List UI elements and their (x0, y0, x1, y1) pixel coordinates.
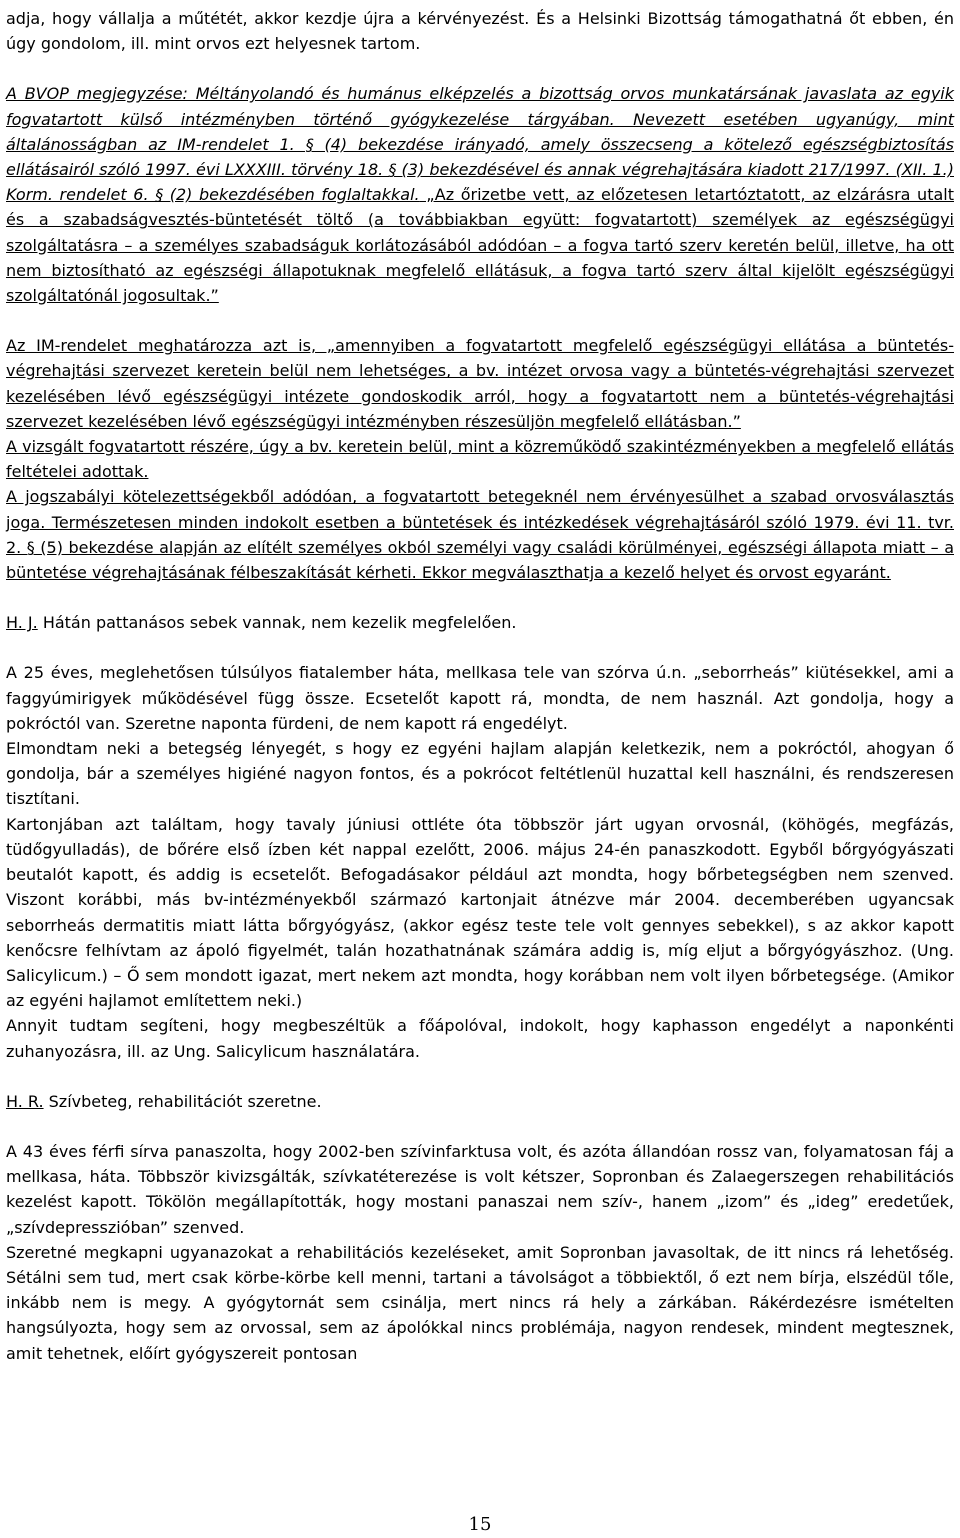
paragraph-spacer (6, 1064, 954, 1089)
paragraph-spacer (6, 308, 954, 333)
jogszabalyi-paragraph: A jogszabályi kötelezettségekből adódóan, a fogvatartott betegeknél nem érvényesülhet a szabad orvosválasztás joga. Természetesen minden indokolt esetben a büntetések és intézkedések végrehajtásáról szóló 1979. évi 11. tvr. 2. § (5) bekezdése alapján az elítélt személyes okból személyi vagy családi körülményei, egészségi állapota miatt – a büntetése végrehajtásának félbeszakítását kérheti. Ekkor megválaszthatja a kezelő helyet és orvost egyaránt. (6, 487, 954, 583)
paragraph-spacer (6, 585, 954, 610)
paragraph-spacer (6, 1114, 954, 1139)
case-title-hr: Szívbeteg, rehabilitációt szeretne. (43, 1091, 322, 1111)
bvop-comment-italic: A BVOP megjegyzése: Méltányolandó és humánus elképzelés a bizottság orvos munkatársának javaslata az egyik fogvatartott külső intézményben történő gyógykezelése tárgyában. Nevezett esetében ugyanúgy, mint általánosságban az IM-rendelet 1. § (4) bekezdése irányadó, amely összecseng a kötelező egészségbiztosítás ellátásairól szóló 1997. évi LXXXIII. törvény 18. § (3) bekezdésével és annak végrehajtására kiadott 217/1997. (XII. 1.) Korm. rendelet 6. § (2) bekezdésében foglaltakkal. (6, 84, 954, 205)
case-initials-hj: H. J. (6, 613, 38, 633)
case-title-hj: Hátán pattanásos sebek vannak, nem kezelik megfelelően. (37, 613, 517, 633)
im-rendelet-paragraph: Az IM-rendelet meghatározza azt is, „amennyiben a fogvatartott megfelelő egészségügyi ellátása a büntetés-végrehajtási szervezet keretein belül nem lehetséges, a bv. intézet orvosa vagy a büntetés-végrehajtási szervezet kezelésében lévő egészségügyi intézete gondoskodik arról, hogy a fogvatartott nem a büntetés-végrehajtási szervezet kezelésében lévő egészségügyi intézményben részesüljön megfelelő ellátásban.” (6, 336, 954, 431)
case-hj-paragraph-2: Elmondtam neki a betegség lényegét, s hogy ez egyéni hajlam alapján keletkezik, nem a pokróctól, ahogyan ő gondolja, bár a személyes higiéné nagyon fontos, és a pokrócot feltétlenül huzattal kell használni, és rendszeresen tisztítani. (6, 739, 954, 809)
page-number: 15 (468, 1514, 492, 1535)
case-initials-hr: H. R. (6, 1091, 44, 1111)
bvop-comment (6, 81, 954, 308)
paragraph-continuation: adja, hogy vállalja a műtétét, akkor kezdje újra a kérvényezést. És a Helsinki Bizottság támogathatná őt ebben, én úgy gondolom, ill. mint orvos ezt helyesnek tartom. (6, 9, 954, 54)
case-hr-paragraph-2: Szeretné megkapni ugyanazokat a rehabilitációs kezeléseket, amit Sopronban javasoltak, de itt nincs rá lehetőség. Sétálni sem tud, mert csak körbe-körbe kell menni, tartani a távolságot a többiektől, ő ezt nem bírja, elszédül tőle, inkább nem is megy. A gyógytornát sem csinálja, mert nincs rá hely a zárkában. Rákérdezésre ismételten hangsúlyozta, hogy sem az orvossal, sem az ápolókkal nincs problémája, nagyon rendesek, mindent megtesznek, amit tehetnek, előírt gyógyszereit pontosan (6, 1242, 954, 1363)
case-hj-paragraph-1: A 25 éves, meglehetősen túlsúlyos fiatalember háta, mellkasa tele van szórva ú.n. „seborrheás” kiütésekkel, ami a faggyúmirigyek működésével függ össze. Ecsetelőt kapott rá, mondta, de nem használ. Azt gondolja, hogy a pokróctól van. Szeretne naponta fürdeni, de nem kapott rá engedélyt. (6, 663, 954, 733)
case-hr-paragraph-1: A 43 éves férfi sírva panaszolta, hogy 2002-ben szívinfarktusa volt, és azóta állandóan rossz van, folyamatosan fáj a mellkasa, háta. Többször kivizsgálták, szívkatéterezése is volt kétszer, Sopronban és Zalaegerszegen rehabilitációs kezelést kapott. Tökölön megállapították, hogy mostani panaszai nem szív-, hanem „izom” és „ideg” eredetűek, „szívdepresszióban” szenved. (6, 1141, 954, 1237)
case-heading-hr (6, 1089, 954, 1114)
case-hj-paragraph-4: Annyit tudtam segíteni, hogy megbeszéltük a főápolóval, indokolt, hogy kaphasson engedélyt a naponkénti zuhanyozásra, ill. az Ung. Salicylicum használatára. (6, 1016, 954, 1061)
paragraph-spacer (6, 635, 954, 660)
bvop-comment-quote: „Az őrizetbe vett, az előzetesen letartóztatott, az elzárásra utalt és a szabadságvesztés-büntetését töltő (a továbbiakban együtt: fogvatartott) személyek az egészségügyi szolgáltatásra – a személyes szabadságuk korlátozásából adódóan – a fogva tartó szerv keretén belül, illetve, ha ott nem biztosítható az egészségi állapotuknak megfelelő ellátásuk, a fogva tartó szerv által kijelölt egészségügyi szolgáltatónál jogosultak.” (6, 185, 954, 306)
case-hj-paragraph-3: Kartonjában azt találtam, hogy tavaly júniusi ottléte óta többször járt ugyan orvosnál, (köhögés, megfázás, tüdőgyulladás), de bőrére első ízben két nappal ezelőtt, 2006. május 24-én panaszkodott. Egyből bőrgyógyászati beutalót kapott, és addig is ecsetelőt. Befogadásakor például azt mondta, hogy bőrbetegségben nem szenved. Viszont korábbi, más bv-intézményekből származó kartonjait átnézve már 2004. decemberében ugyancsak seborrheás dermatitis miatt látta bőrgyógyász, (akkor egész teste tele volt gennyes sebekkel), s az akkor kapott kenőcsre felhívtam az ápoló figyelmét, talán hozathatnának számára addig is, míg eljut a bőrgyógyászhoz. (Ung. Salicylicum.) – Ő sem mondott igazat, mert nekem azt mondta, hogy korábban nem volt ilyen bőrbetegsége. (Amikor az egyéni hajlamot említettem neki.) (6, 814, 954, 1011)
paragraph-spacer (6, 56, 954, 81)
vizsgalt-paragraph: A vizsgált fogvatartott részére, úgy a bv. keretein belül, mint a közreműködő szakintézményekben a megfelelő ellátás feltételei adottak. (6, 437, 954, 482)
case-heading-hj (6, 610, 954, 635)
